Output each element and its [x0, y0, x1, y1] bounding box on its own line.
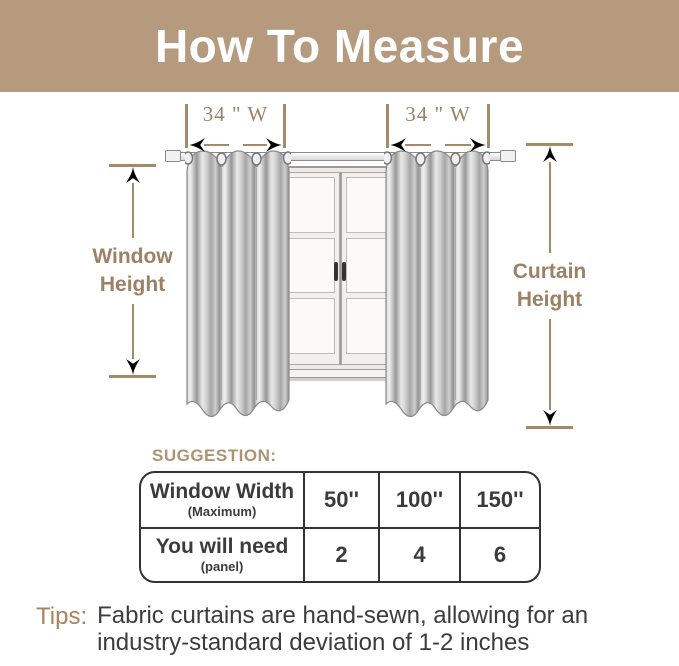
measure-cap-bottom — [109, 375, 156, 378]
table-cell: 150'' — [459, 473, 539, 527]
curtain-height-label: Curtain Height — [512, 260, 587, 311]
curtain-height-measure — [512, 143, 587, 429]
header-banner — [0, 0, 679, 92]
window-height-measure — [92, 164, 173, 378]
arrow-right-icon — [470, 138, 486, 152]
width-label-right: 34 " W — [405, 102, 471, 126]
window-pane — [284, 298, 335, 354]
width-label-left: 34 " W — [202, 102, 269, 126]
arrow-up-icon — [126, 167, 140, 183]
double-arrow-horizontal — [190, 138, 281, 152]
width-measure-right — [386, 104, 490, 152]
table-cell: 50'' — [303, 473, 378, 527]
arrow-up-icon — [543, 146, 557, 162]
table-row-header: Window Width (Maximum) — [149, 479, 295, 520]
table-cell: 100'' — [378, 473, 459, 527]
curtain-panel-right — [384, 148, 490, 430]
measure-cap-bottom — [526, 426, 573, 429]
suggestion-label: SUGGESTION: — [152, 446, 277, 465]
curtain-panel-left — [185, 148, 291, 430]
tips-section — [36, 603, 588, 657]
width-measure-left — [185, 104, 286, 152]
double-arrow-horizontal — [391, 138, 485, 152]
table-row-header: You will need (panel) — [141, 527, 303, 581]
window-doors — [279, 172, 401, 365]
arrow-down-icon — [126, 359, 140, 375]
arrow-right-icon — [266, 138, 282, 152]
arrow-left-icon — [390, 138, 406, 152]
suggestion-table — [139, 471, 541, 583]
rod-end-cap — [165, 150, 181, 162]
page-title: How To Measure — [154, 20, 525, 72]
arrow-down-icon — [543, 410, 557, 426]
table-cell: 6 — [459, 527, 539, 581]
table-cell: 2 — [303, 527, 378, 581]
window-pane — [284, 238, 335, 294]
window-height-label: Window Height — [92, 245, 173, 296]
window-handle — [334, 262, 338, 281]
arrow-left-icon — [189, 138, 205, 152]
table-cell: 4 — [378, 527, 459, 581]
tips-label: Tips: — [36, 603, 88, 630]
window-pane — [284, 177, 335, 233]
window-handle — [342, 262, 346, 281]
rod-end-cap — [500, 150, 516, 162]
tips-text: Fabric curtains are hand-sewn, allowing for an industry-standard deviation of 1-2 inches — [97, 602, 589, 656]
